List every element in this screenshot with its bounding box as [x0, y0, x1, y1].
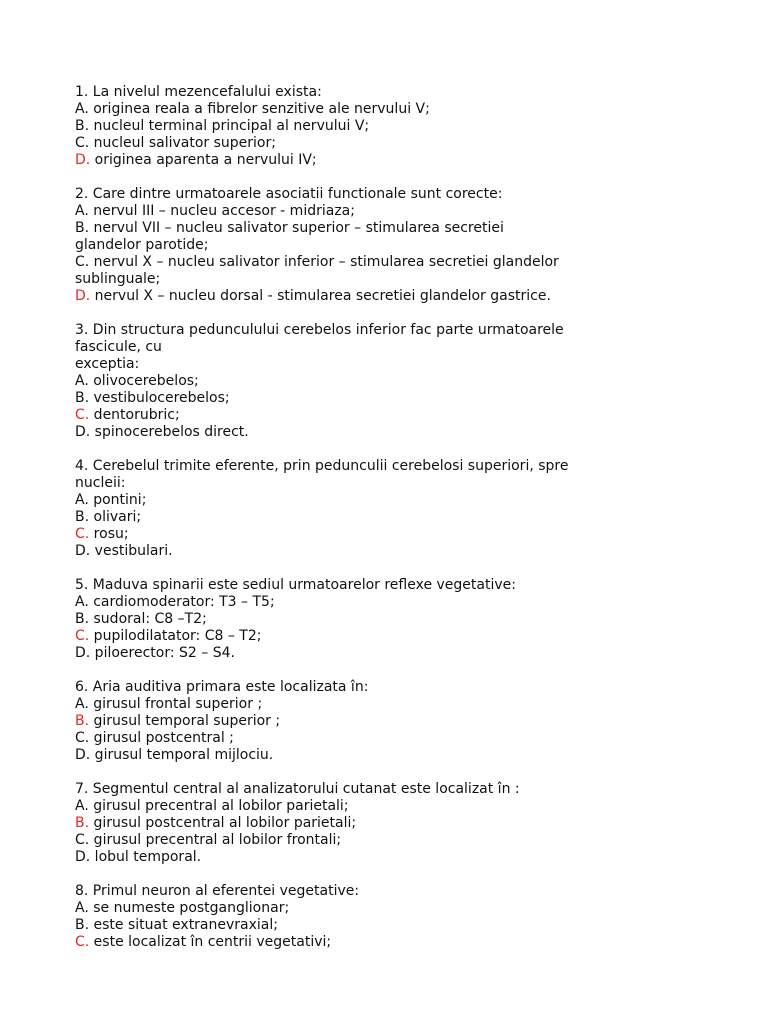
- answer-letter: D.: [75, 424, 91, 440]
- question-block: [75, 781, 700, 866]
- answer-text: rosu;: [89, 526, 129, 542]
- answer-letter: D.: [75, 543, 91, 559]
- question-title: 3. Din structura pedunculului cerebelos inferior fac parte urmatoarele: [75, 322, 564, 338]
- question-title: nucleii:: [75, 475, 126, 491]
- answer-letter: B.: [75, 917, 90, 933]
- answer-text: dentorubric;: [89, 407, 180, 423]
- answer-option: [75, 509, 700, 526]
- answer-letter: C.: [75, 730, 90, 746]
- question-title: 6. Aria auditiva primara este localizata în:: [75, 679, 369, 695]
- answer-option: [75, 288, 700, 305]
- question-title: 8. Primul neuron al eferentei vegetative:: [75, 883, 360, 899]
- answer-option: [75, 628, 700, 645]
- answer-letter: B.: [75, 118, 90, 134]
- answer-letter: A.: [75, 492, 89, 508]
- question-block: [75, 577, 700, 662]
- answer-option: [75, 543, 700, 560]
- answer-letter: D.: [75, 747, 91, 763]
- correct-answer-letter: C.: [75, 407, 90, 423]
- answer-option: [75, 917, 700, 934]
- answer-option: [75, 815, 700, 832]
- answer-text: originea reala a fibrelor senzitive ale nervului V;: [88, 101, 430, 117]
- answer-option: [75, 407, 700, 424]
- answer-option: [75, 696, 700, 713]
- answer-option: [75, 832, 700, 849]
- answer-text: sublinguale;: [75, 271, 161, 287]
- answer-text: girusul frontal superior ;: [88, 696, 263, 712]
- question-block: [75, 186, 700, 305]
- answer-text: glandelor parotide;: [75, 237, 209, 253]
- answer-text: sudoral: C8 –T2;: [89, 611, 207, 627]
- answer-text: girusul temporal superior ;: [89, 713, 281, 729]
- answer-option: [75, 747, 700, 764]
- answer-option: [75, 373, 700, 390]
- question-title: 7. Segmentul central al analizatorului cutanat este localizat în :: [75, 781, 520, 797]
- correct-answer-letter: C.: [75, 934, 90, 950]
- question-title: exceptia:: [75, 356, 140, 372]
- answer-text: cardiomoderator: T3 – T5;: [88, 594, 275, 610]
- answer-text: nucleul terminal principal al nervului V;: [89, 118, 370, 134]
- answer-text: girusul postcentral al lobilor parietali;: [89, 815, 357, 831]
- answer-letter: A.: [75, 696, 89, 712]
- answer-option: [75, 118, 700, 135]
- answer-option: [75, 611, 700, 628]
- answer-option: [75, 237, 700, 254]
- answer-option: [75, 798, 700, 815]
- question-title: 4. Cerebelul trimite eferente, prin pedunculii cerebelosi superiori, spre: [75, 458, 569, 474]
- answer-letter: A.: [75, 900, 89, 916]
- answer-text: pupilodilatator: C8 – T2;: [89, 628, 262, 644]
- answer-letter: A.: [75, 101, 89, 117]
- answer-option: [75, 152, 700, 169]
- question-title: 1. La nivelul mezencefalului exista:: [75, 84, 322, 100]
- answer-letter: B.: [75, 509, 90, 525]
- correct-answer-letter: D.: [75, 152, 91, 168]
- answer-text: olivari;: [89, 509, 142, 525]
- answer-letter: D.: [75, 645, 91, 661]
- answer-letter: A.: [75, 203, 89, 219]
- answer-text: girusul precentral al lobilor parietali;: [88, 798, 349, 814]
- question-block: [75, 458, 700, 560]
- answer-text: este localizat în centrii vegetativi;: [89, 934, 332, 950]
- answer-letter: B.: [75, 611, 90, 627]
- answer-option: [75, 135, 700, 152]
- question-block: [75, 322, 700, 441]
- answer-letter: C.: [75, 254, 90, 270]
- correct-answer-letter: C.: [75, 628, 90, 644]
- answer-text: este situat extranevraxial;: [89, 917, 278, 933]
- answer-option: [75, 526, 700, 543]
- answer-text: nervul X – nucleu dorsal - stimularea secretiei glandelor gastrice.: [90, 288, 551, 304]
- document-page: [75, 84, 700, 968]
- answer-text: vestibulocerebelos;: [89, 390, 230, 406]
- answer-option: [75, 645, 700, 662]
- answer-option: [75, 424, 700, 441]
- answer-text: girusul temporal mijlociu.: [90, 747, 274, 763]
- question-block: [75, 679, 700, 764]
- answer-option: [75, 492, 700, 509]
- answer-text: se numeste postganglionar;: [88, 900, 290, 916]
- correct-answer-letter: C.: [75, 526, 90, 542]
- answer-text: spinocerebelos direct.: [90, 424, 249, 440]
- answer-option: [75, 900, 700, 917]
- answer-text: vestibulari.: [90, 543, 173, 559]
- answer-option: [75, 220, 700, 237]
- correct-answer-letter: B.: [75, 815, 90, 831]
- answer-text: girusul precentral al lobilor frontali;: [89, 832, 342, 848]
- answer-option: [75, 730, 700, 747]
- answer-text: olivocerebelos;: [88, 373, 199, 389]
- answer-letter: B.: [75, 220, 90, 236]
- answer-text: originea aparenta a nervului IV;: [90, 152, 317, 168]
- answer-text: nervul III – nucleu accesor - midriaza;: [88, 203, 355, 219]
- answer-letter: C.: [75, 135, 90, 151]
- answer-text: pontini;: [88, 492, 147, 508]
- answer-option: [75, 849, 700, 866]
- answer-text: girusul postcentral ;: [89, 730, 234, 746]
- answer-option: [75, 390, 700, 407]
- answer-option: [75, 254, 700, 271]
- answer-option: [75, 934, 700, 951]
- answer-text: nucleul salivator superior;: [89, 135, 276, 151]
- answer-option: [75, 713, 700, 730]
- answer-letter: A.: [75, 798, 89, 814]
- question-block: [75, 84, 700, 169]
- answer-text: nervul X – nucleu salivator inferior – stimularea secretiei glandelor: [89, 254, 559, 270]
- answer-letter: C.: [75, 832, 90, 848]
- answer-option: [75, 101, 700, 118]
- answer-option: [75, 203, 700, 220]
- answer-letter: A.: [75, 373, 89, 389]
- answer-text: piloerector: S2 – S4.: [90, 645, 235, 661]
- answer-letter: A.: [75, 594, 89, 610]
- question-block: [75, 883, 700, 951]
- answer-letter: B.: [75, 390, 90, 406]
- answer-option: [75, 271, 700, 288]
- answer-letter: D.: [75, 849, 91, 865]
- question-title: fascicule, cu: [75, 339, 162, 355]
- question-title: 2. Care dintre urmatoarele asociatii functionale sunt corecte:: [75, 186, 503, 202]
- answer-option: [75, 594, 700, 611]
- answer-text: lobul temporal.: [90, 849, 202, 865]
- question-title: 5. Maduva spinarii este sediul urmatoarelor reflexe vegetative:: [75, 577, 516, 593]
- answer-text: nervul VII – nucleu salivator superior – stimularea secretiei: [89, 220, 504, 236]
- correct-answer-letter: B.: [75, 713, 90, 729]
- correct-answer-letter: D.: [75, 288, 91, 304]
